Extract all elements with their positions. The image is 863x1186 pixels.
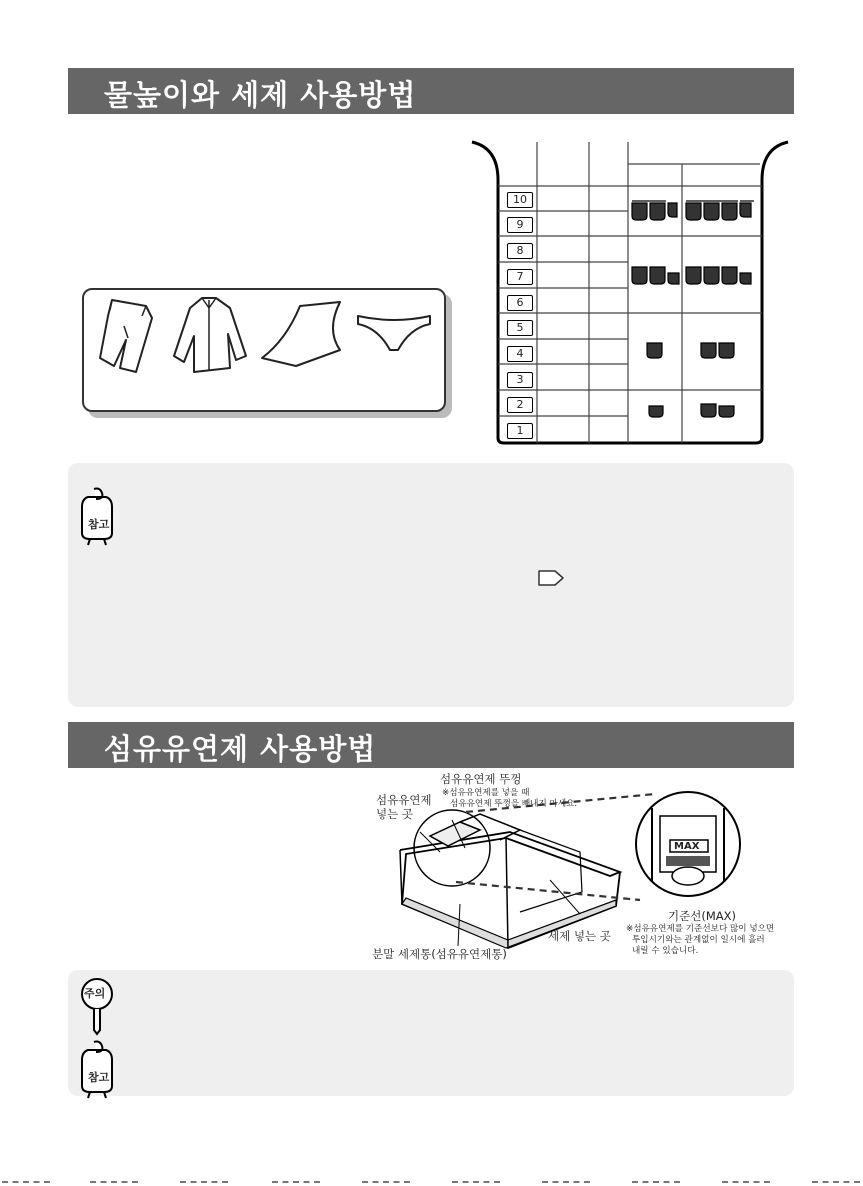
section-title: 물높이와 세제 사용방법 — [104, 78, 417, 112]
detergent-place: 세제 넣는 곳 — [548, 929, 611, 943]
softener-place-2: 넣는 곳 — [376, 807, 413, 821]
max-note-2: 투입시기와는 관계없이 일시에 흘러 — [632, 935, 765, 945]
water-level-box: 9 — [507, 217, 533, 233]
max-tag-text: MAX — [674, 841, 700, 852]
arrow-tag-icon — [537, 568, 565, 588]
water-level-box: 6 — [507, 295, 533, 311]
water-level-box: 8 — [507, 243, 533, 259]
water-level-box: 1 — [507, 423, 533, 439]
pants-icon — [94, 296, 164, 376]
shirt-icon — [172, 294, 250, 374]
water-level-box: 3 — [507, 372, 533, 388]
max-note-3: 내릴 수 있습니다. — [632, 946, 699, 956]
towel-icon — [260, 300, 344, 370]
max-note-1: ※섬유유연제를 기준선보다 많이 넣으면 — [626, 924, 775, 934]
powder-box-label: 분말 세제통(섬유유연제통) — [372, 947, 507, 961]
cap-label: 섬유유연제 뚜껑 — [440, 772, 522, 786]
section-banner-softener — [68, 722, 794, 768]
max-line-label: 기준선(MAX) — [668, 909, 736, 923]
note-panel-detergent — [68, 463, 794, 707]
section-banner-water-level — [68, 68, 794, 114]
cap-note-1: ※섬유유연제를 넣을 때 — [442, 788, 530, 798]
section-title: 섬유유연제 사용방법 — [104, 732, 377, 766]
water-level-box: 2 — [507, 397, 533, 413]
water-level-box: 10 — [507, 192, 533, 208]
note-badge-label: 참고 — [88, 518, 110, 531]
caution-panel-softener — [68, 970, 794, 1096]
caution-badge-icon — [80, 976, 114, 1036]
note-badge-label-2: 참고 — [88, 1071, 110, 1084]
note-badge-icon — [80, 487, 114, 547]
softener-place-1: 섬유유연제 — [376, 793, 432, 807]
water-level-box: 5 — [507, 320, 533, 336]
underwear-icon — [354, 310, 434, 354]
cap-note-2: 섬유유연제 뚜껑을 빼내지 마세요. — [450, 799, 578, 809]
note-badge-icon-2 — [80, 1040, 114, 1100]
water-level-box: 7 — [507, 269, 533, 285]
water-level-box: 4 — [507, 346, 533, 362]
clothes-illustration — [82, 288, 446, 412]
caution-badge-label: 주의 — [84, 987, 106, 1000]
